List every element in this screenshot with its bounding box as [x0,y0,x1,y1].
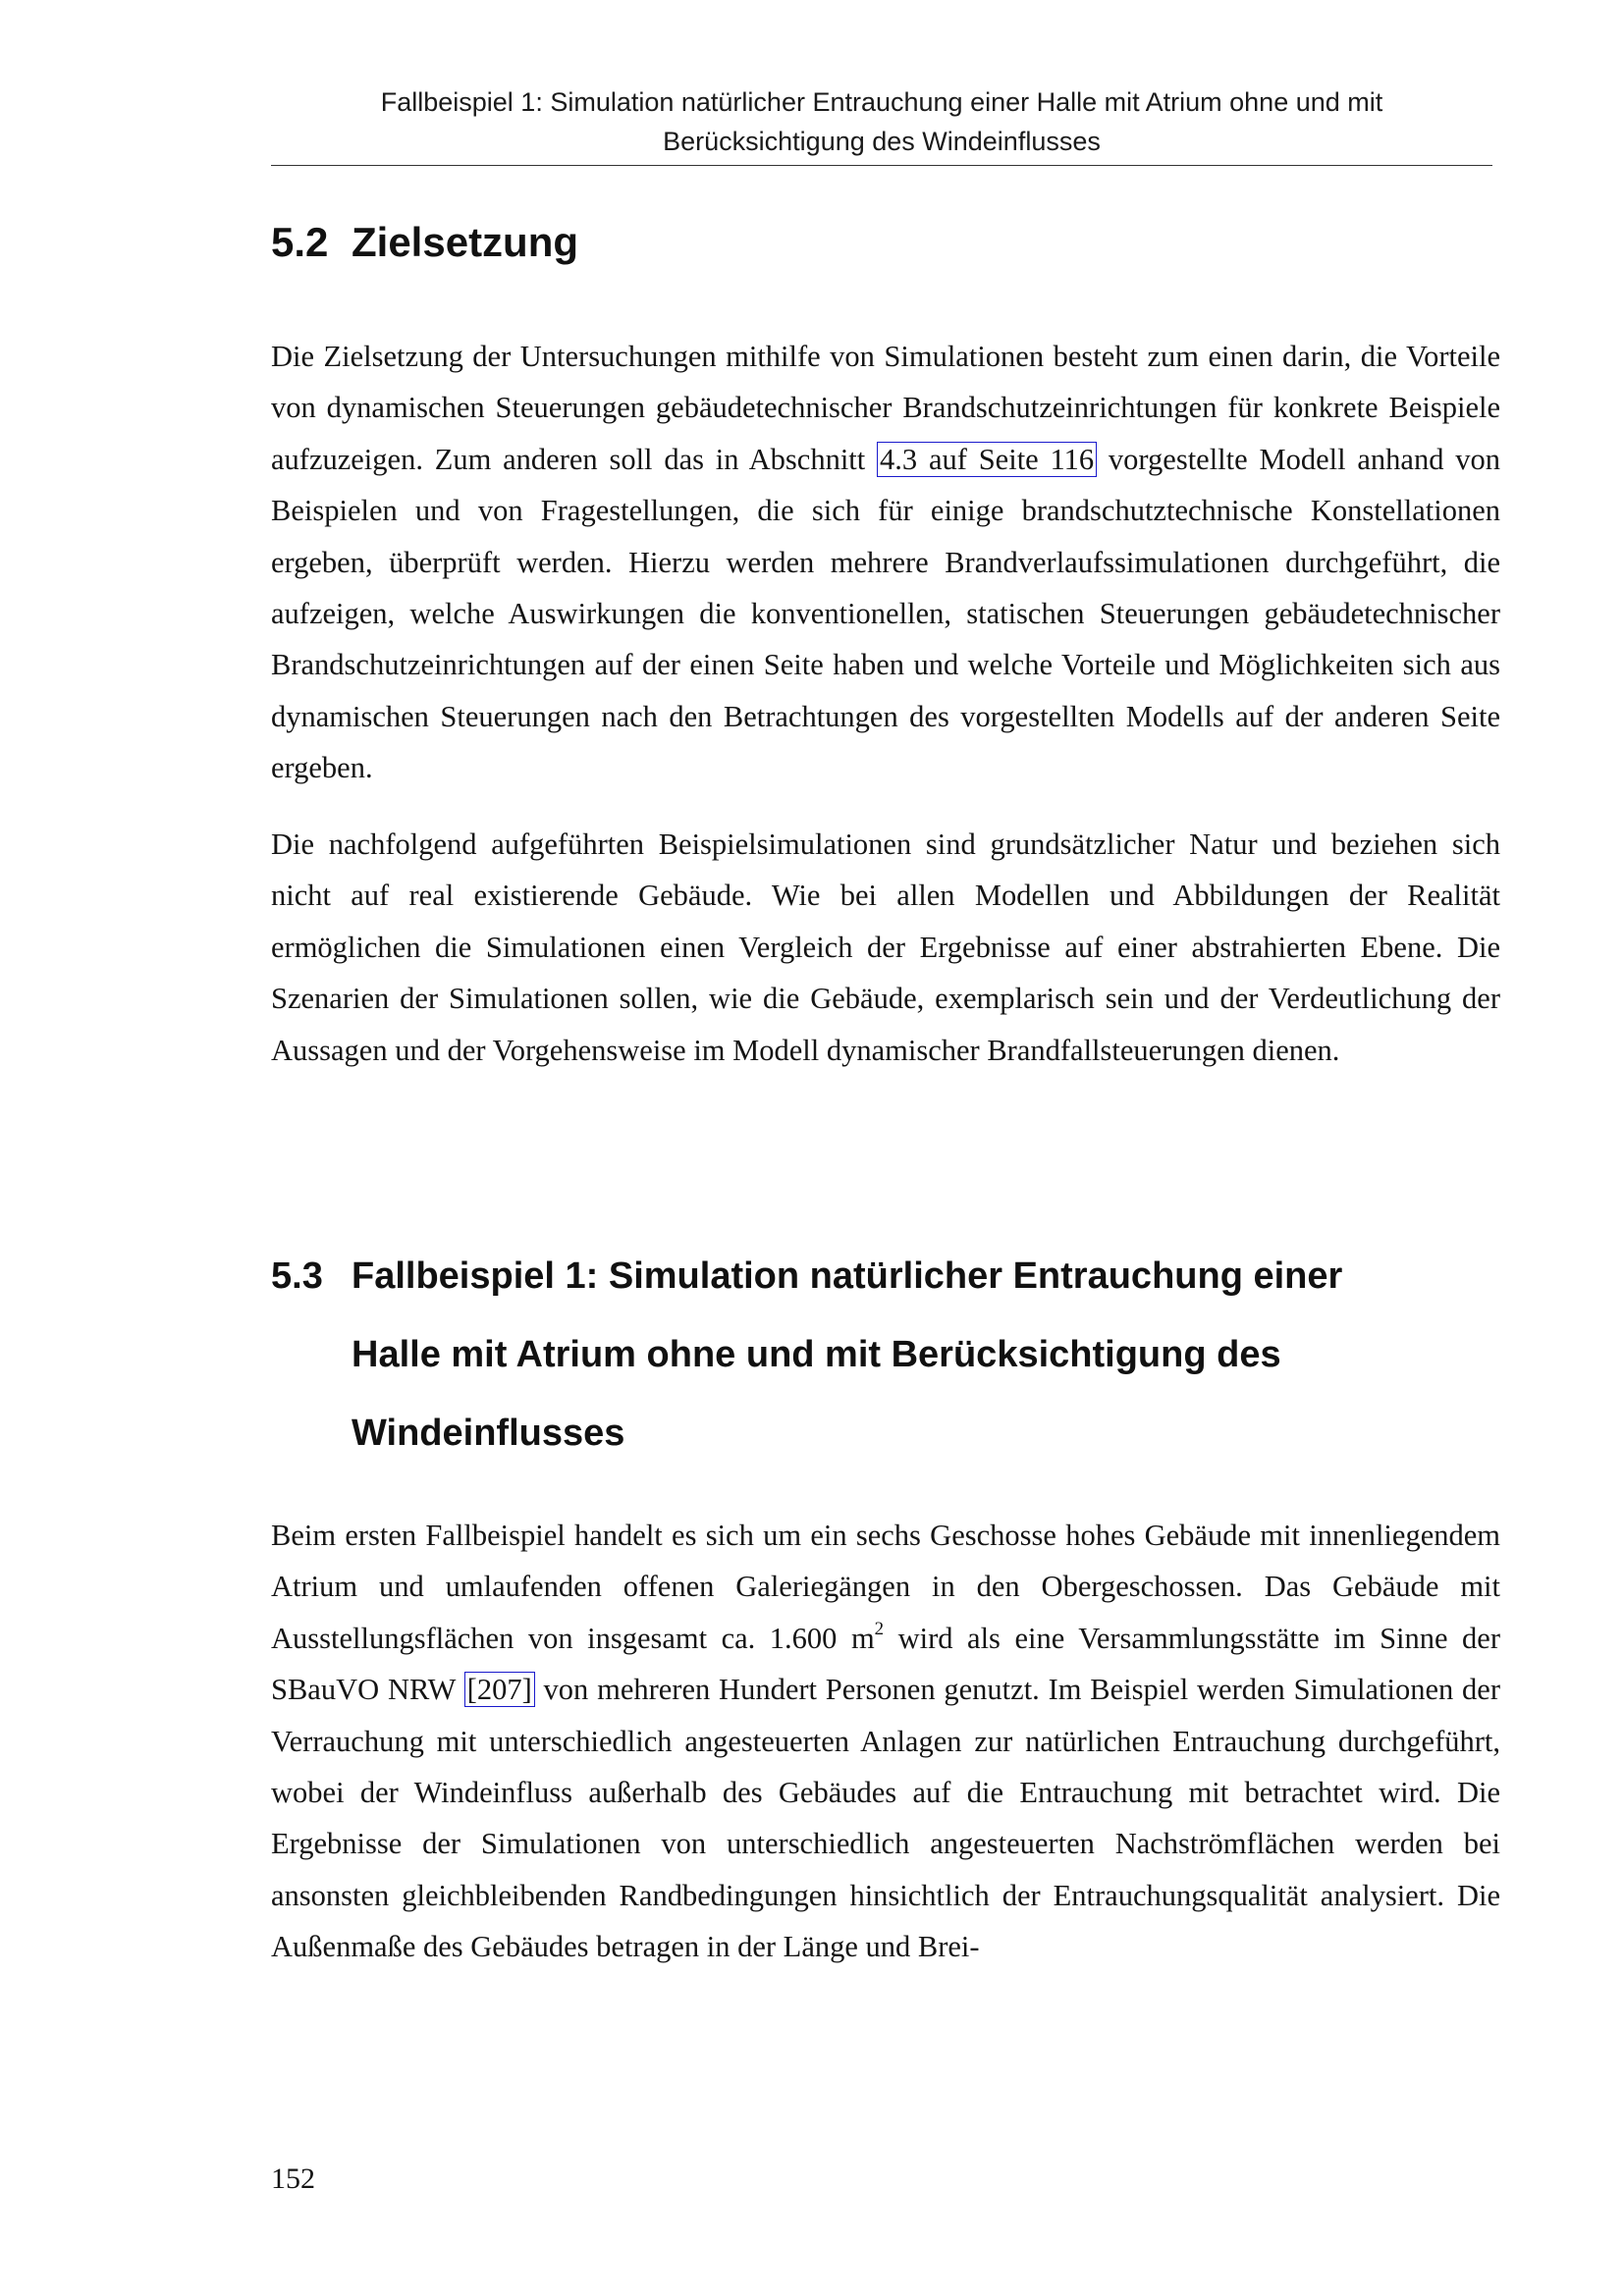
paragraph-text-part-3: von mehreren Hundert Personen genutzt. Im Beispiel werden Simulationen der Verrauchung mit unterschiedlich angesteuerten Anlagen zur natürlichen Entrauchung durchgeführt, wobei der Windeinfluss außerhalb des Gebäudes auf die Entrauchung mit betrachtet wird. Die Ergebnisse der Simulationen von unterschiedlich angesteuerten Nachströmflächen werden bei ansonsten gleichbleibenden Randbedingungen hinsichtlich der Entrauchungsqualität analysiert. Die Außenmaße des Gebäudes betragen in der Länge und Brei- [271,1673,1500,1964]
section-heading-5-2 [271,213,1492,272]
section-number: 5.3 [271,1255,323,1297]
citation-link[interactable]: [207] [464,1672,535,1707]
section-title-line-1: Fallbeispiel 1: Simulation natürlicher Entrauchung einer [352,1255,1343,1297]
cross-reference-link[interactable]: 4.3 auf Seite 116 [877,442,1097,477]
section-title: Zielsetzung [352,219,579,265]
page-number: 152 [271,2163,315,2195]
superscript-two: 2 [874,1618,885,1639]
running-head-line-2: Berücksichtigung des Windeinflusses [663,127,1101,156]
paragraph-zielsetzung-1 [271,331,1500,794]
paragraph-text [271,331,1500,794]
section-heading-5-3 [271,1237,1492,1472]
running-head-line-1: Fallbeispiel 1: Simulation natürlicher Entrauchung einer Halle mit Atrium ohne und mit [380,87,1383,117]
paragraph-text-after-ref: vorgestellte Modell anhand von Beispielen und von Fragestellungen, die sich für einige brandschutztechnische Konstellationen ergeben, überprüft werden. Hierzu werden mehrere Brandverlaufssimulationen durchgeführt, die aufzeigen, welche Auswirkungen die konventionellen, statischen Steuerungen gebäudetechnischer Brandschutzeinrichtungen auf der einen Seite haben und welche Vorteile und Möglichkeiten sich aus dynamischen Steuerungen nach den Betrachtungen des vorgestellten Modells auf der anderen Seite ergeben. [271,442,1500,785]
paragraph-fallbeispiel-1 [271,1510,1500,1973]
section-title [352,1237,1492,1472]
section-number: 5.2 [271,219,329,265]
running-head-text [271,82,1492,161]
paragraph-text: Die nachfolgend aufgeführten Beispielsimulationen sind grundsätzlicher Natur und beziehen sich nicht auf real existierende Gebäude. Wie bei allen Modellen und Abbildungen der Realität ermöglichen die Simulationen einen Vergleich der Ergebnisse auf einer abstrahierten Ebene. Die Szenarien der Simulationen sollen, wie die Gebäude, exemplarisch sein und der Verdeutlichung der Aussagen und der Vorgehensweise im Modell dynamischer Brandfallsteuerungen dienen. [271,828,1500,1067]
paragraph-text [271,1510,1500,1973]
section-title-line-3: Windeinflusses [352,1413,625,1454]
header-rule [271,165,1492,166]
paragraph-zielsetzung-2 [271,819,1500,1076]
paragraph-text-before-ref: Die Zielsetzung der Untersuchungen mithilfe von Simulationen besteht zum einen darin, die Vorteile von dynamischen Steuerungen gebäudetechnischer Brandschutzeinrichtungen für konkrete Beispiele aufzuzeigen. Zum anderen soll das in Abschnitt [271,340,1500,476]
paragraph-text-part-2: wird als eine Versammlungsstätte im Sinne der SBauVO NRW [271,1621,1500,1707]
paragraph-text-part-1: Beim ersten Fallbeispiel handelt es sich um ein sechs Geschosse hohes Gebäude mit innenliegendem Atrium und umlaufenden offenen Galeriegängen in den Obergeschossen. Das Gebäude mit Ausstellungsflächen von insgesamt ca. 1.600 m [271,1519,1500,1655]
section-title-line-2: Halle mit Atrium ohne und mit Berücksichtigung des [352,1334,1281,1375]
